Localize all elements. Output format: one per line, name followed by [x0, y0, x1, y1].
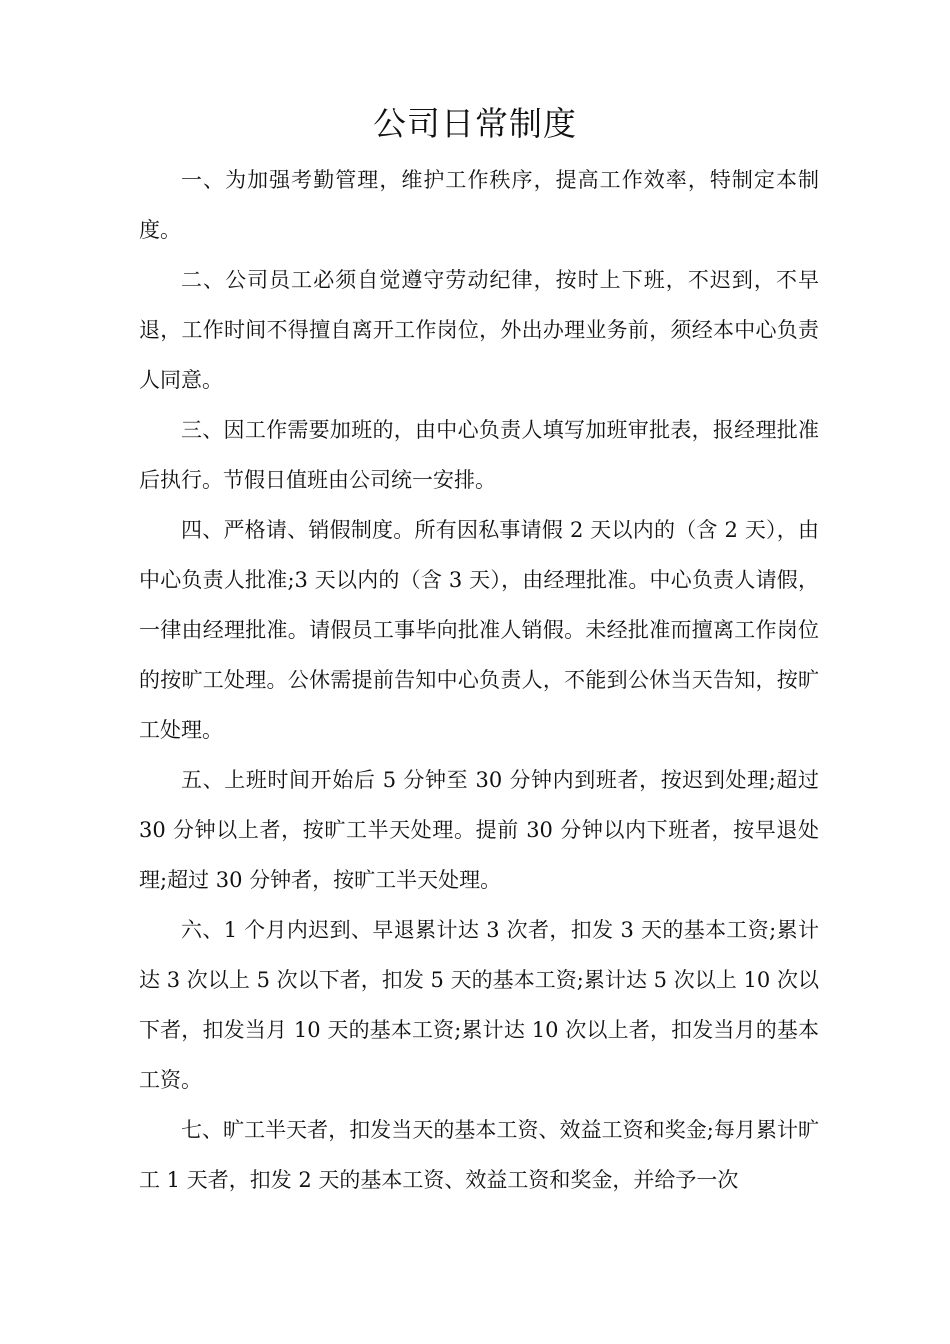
- paragraph-2: 二、公司员工必须自觉遵守劳动纪律，按时上下班，不迟到，不早退，工作时间不得擅自离开工作岗位，外出办理业务前，须经本中心负责人同意。: [139, 268, 819, 392]
- document-body: [139, 155, 819, 1205]
- paragraph-7: 七、旷工半天者，扣发当天的基本工资、效益工资和奖金;每月累计旷工 1 天者，扣发 2 天的基本工资、效益工资和奖金，并给予一次: [139, 1118, 819, 1192]
- paragraph-1: 一、为加强考勤管理，维护工作秩序，提高工作效率，特制定本制度。: [139, 168, 819, 242]
- paragraph-3: 三、因工作需要加班的，由中心负责人填写加班审批表，报经理批准后执行。节假日值班由公司统一安排。: [139, 418, 819, 492]
- document-title: 公司日常制度: [373, 104, 577, 143]
- paragraph-4: 四、严格请、销假制度。所有因私事请假 2 天以内的（含 2 天），由中心负责人批准;3 天以内的（含 3 天），由经理批准。中心负责人请假，一律由经理批准。请假员工事毕向批准人销假。未经批准而擅离工作岗位的按旷工处理。公休需提前告知中心负责人，不能到公休当天告知，按旷工处理。: [139, 518, 819, 742]
- paragraph-5: 五、上班时间开始后 5 分钟至 30 分钟内到班者，按迟到处理;超过 30 分钟以上者，按旷工半天处理。提前 30 分钟以内下班者，按早退处理;超过 30 分钟者，按旷工半天处理。: [139, 768, 819, 892]
- paragraph-6: 六、1 个月内迟到、早退累计达 3 次者，扣发 3 天的基本工资;累计达 3 次以上 5 次以下者，扣发 5 天的基本工资;累计达 5 次以上 10 次以下者，扣发当月 10 天的基本工资;累计达 10 次以上者，扣发当月的基本工资。: [139, 918, 819, 1092]
